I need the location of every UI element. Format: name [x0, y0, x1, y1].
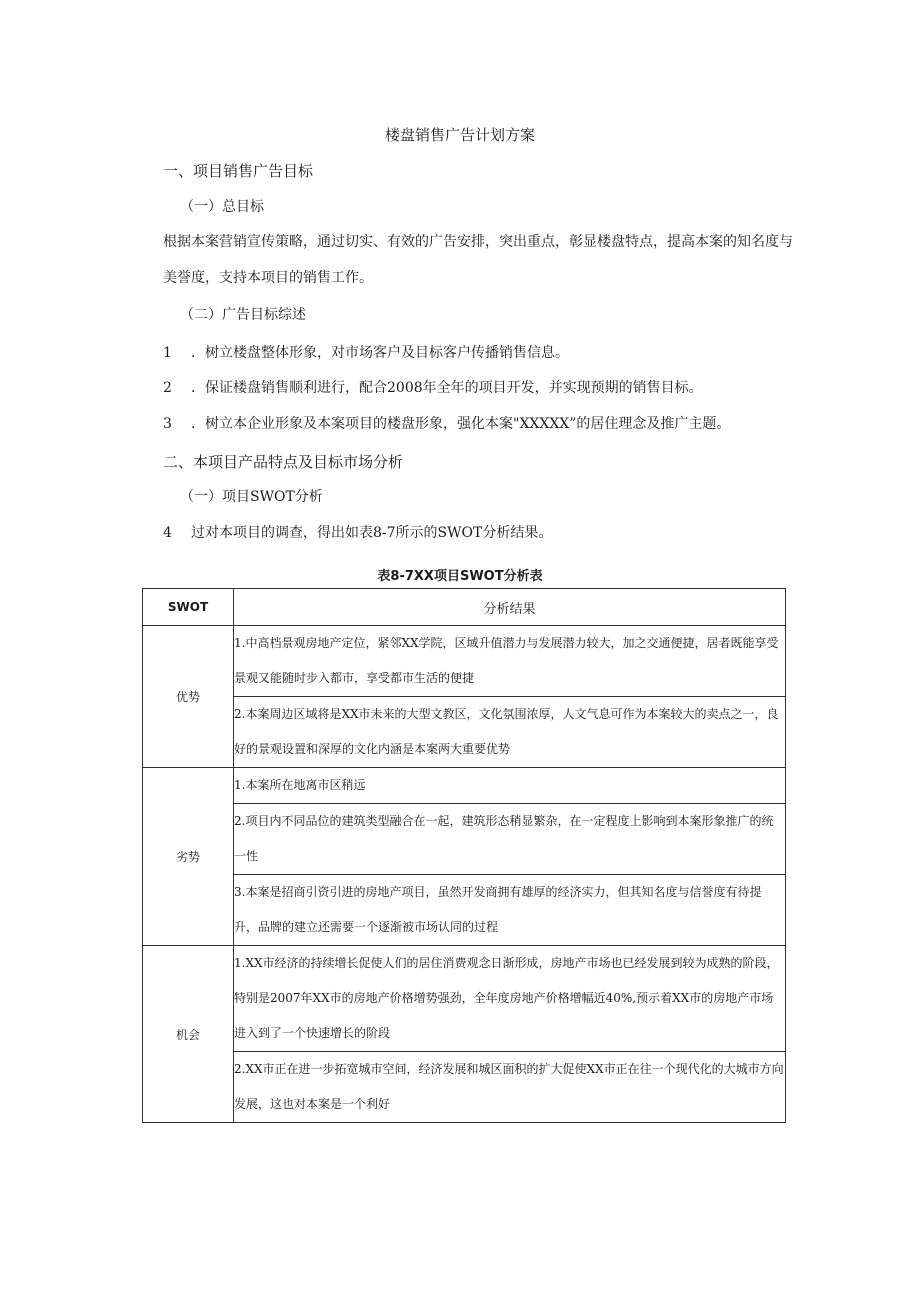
list-item-number: 4 [163, 525, 172, 541]
section1-sub2: （二）广告目标综述 [180, 307, 306, 323]
table-header-result: 分析结果 [234, 589, 786, 626]
table-row [143, 1052, 786, 1123]
section2-heading: 二、本项目产品特点及目标市场分析 [163, 453, 404, 471]
table-cell: 2.项目内不同品位的建筑类型融合在一起，建筑形态稍显繁杂，在一定程度上影响到本案形象推广的统一性 [234, 804, 786, 875]
table-row [143, 804, 786, 875]
table-cell: 2.本案周边区域将是XX市未来的大型文教区，文化氛围浓厚，人文气息可作为本案较大的卖点之一，良好的景观设置和深厚的文化内涵是本案两大重要优势 [234, 697, 786, 768]
list-item-number: 3 [163, 416, 172, 432]
table-header-swot: SWOT [143, 589, 234, 626]
list-item-text: ．树立楼盘整体形象，对市场客户及目标客户传播销售信息。 [191, 345, 569, 361]
swot-table [142, 588, 786, 1123]
table-cell: 1.中高档景观房地产定位，紧邻XX学院，区域升值潜力与发展潜力较大，加之交通便捷，居者既能享受景观又能随时步入都市，享受都市生活的便捷 [234, 626, 786, 697]
category-weaknesses: 劣势 [143, 768, 234, 946]
table-cell: 2.XX市正在进一步拓宽城市空间，经济发展和城区面积的扩大促使XX市正在往一个现代化的大城市方向发展，这也对本案是一个利好 [234, 1052, 786, 1123]
table-row [143, 697, 786, 768]
list-item [163, 414, 730, 434]
category-strengths: 优势 [143, 626, 234, 768]
list-item [163, 343, 569, 363]
table-header-row [143, 589, 786, 626]
section2-sub1: （一）项目SWOT分析 [180, 489, 323, 505]
table-caption: 表8-7XX项目SWOT分析表 [377, 569, 543, 584]
document-title: 楼盘销售广告计划方案 [384, 126, 535, 144]
table-cell: 3.本案是招商引资引进的房地产项目，虽然开发商拥有雄厚的经济实力，但其知名度与信誉度有待提升，品牌的建立还需要一个逐渐被市场认同的过程 [234, 875, 786, 946]
table-row [143, 626, 786, 697]
category-opportunities: 机会 [143, 946, 234, 1123]
section1-sub1: （一）总目标 [180, 199, 264, 215]
section1-sub1-text: 根据本案营销宣传策略，通过切实、有效的广告安排，突出重点，彰显楼盘特点，提高本案的知名度与美誉度，支持本项目的销售工作。 [163, 234, 793, 286]
list-item [163, 523, 552, 543]
table-row [143, 768, 786, 804]
list-item-number: 1 [163, 345, 172, 361]
table-row [143, 875, 786, 946]
section1-heading: 一、项目销售广告目标 [163, 162, 314, 180]
table-cell: 1.XX市经济的持续增长促使人们的居住消费观念日渐形成，房地产市场也已经发展到较为成熟的阶段，特别是2007年XX市的房地产价格增势强劲，全年度房地产价格增幅近40%,预示着XX市的房地产市场进入到了一个快速增长的阶段 [234, 946, 786, 1052]
list-item-number: 2 [163, 380, 172, 396]
list-item-text: 过对本项目的调查，得出如表8-7所示的SWOT分析结果。 [191, 525, 553, 541]
list-item [163, 378, 703, 398]
list-item-text: ．树立本企业形象及本案项目的楼盘形象，强化本案"XXXXX”的居住理念及推广主题。 [191, 416, 731, 432]
table-row [143, 946, 786, 1052]
table-cell: 1.本案所在地离市区稍远 [234, 768, 786, 804]
list-item-text: ．保证楼盘销售顺利进行，配合2008年全年的项目开发，并实现预期的销售目标。 [191, 380, 703, 396]
